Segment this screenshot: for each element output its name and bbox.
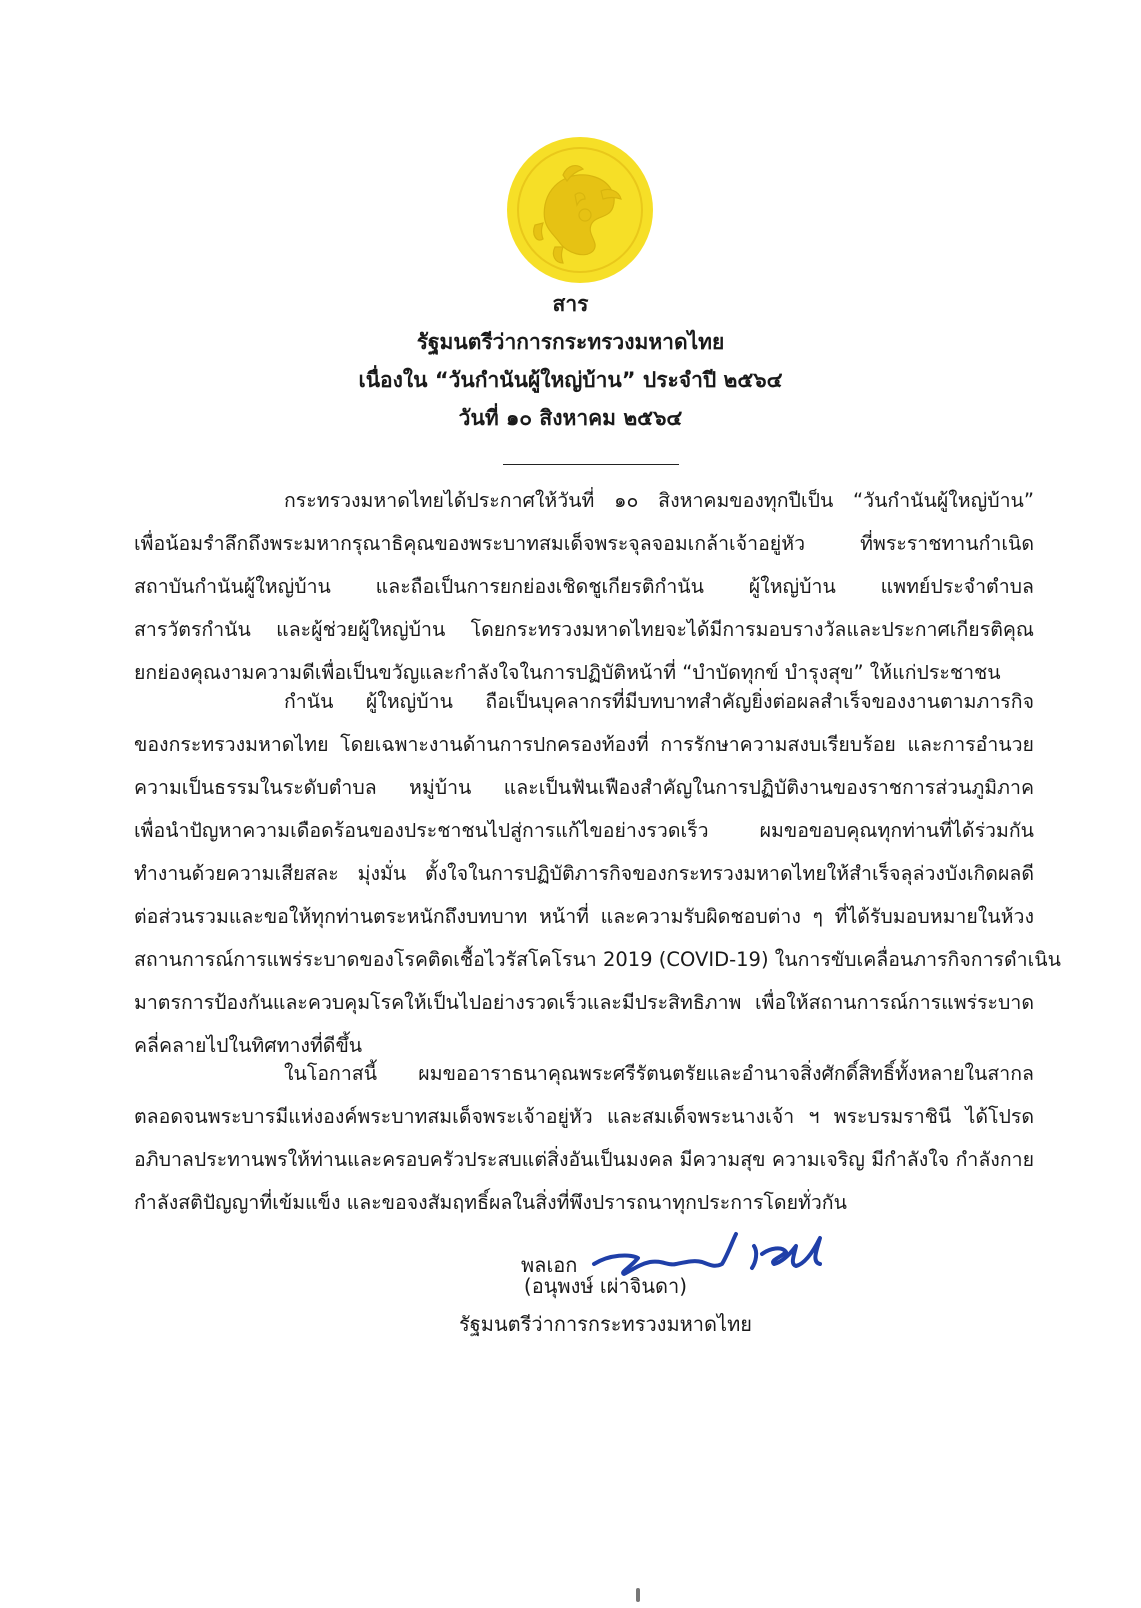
paragraph-1 xyxy=(134,479,1034,694)
heading-author: รัฐมนตรีว่าการกระทรวงมหาดไทย xyxy=(416,330,725,354)
paragraph-line: ทำงานด้วยความเสียสละ มุ่งมั่น ตั้งใจในการปฏิบัติภารกิจของกระทรวงมหาดไทยให้สำเร็จลุล่วงบังเกิดผลดี xyxy=(134,862,1034,885)
paragraph-line: มาตรการป้องกันและควบคุมโรคให้เป็นไปอย่างรวดเร็วและมีประสิทธิภาพ เพื่อให้สถานการณ์การแพร่ระบาด xyxy=(134,991,1034,1014)
heading-title: สาร xyxy=(552,292,589,316)
heading-divider xyxy=(503,464,679,465)
ministry-seal-icon xyxy=(505,135,655,285)
paragraph-line: สารวัตรกำนัน และผู้ช่วยผู้ใหญ่บ้าน โดยกระทรวงมหาดไทยจะได้มีการมอบรางวัลและประกาศเกียรติคุณ xyxy=(134,618,1034,641)
paragraph-line: กระทรวงมหาดไทยได้ประกาศให้วันที่ ๑๐ สิงหาคมของทุกปีเป็น “วันกำนันผู้ใหญ่บ้าน” xyxy=(284,489,1034,512)
paragraph-line: ในโอกาสนี้ ผมขออาราธนาคุณพระศรีรัตนตรัยและอำนาจสิ่งศักดิ์สิทธิ์ทั้งหลายในสากล xyxy=(284,1062,1034,1085)
paragraph-line: ของกระทรวงมหาดไทย โดยเฉพาะงานด้านการปกครองท้องที่ การรักษาความสงบเรียบร้อย และการอำนวย xyxy=(134,733,1034,756)
paragraph-line: เพื่อน้อมรำลึกถึงพระมหากรุณาธิคุณของพระบาทสมเด็จพระจุลจอมเกล้าเจ้าอยู่หัว ที่พระราชทานกำเนิด xyxy=(134,532,1034,555)
paragraph-line: ความเป็นธรรมในระดับตำบล หมู่บ้าน และเป็นฟันเฟืองสำคัญในการปฏิบัติงานของราชการส่วนภูมิภาค xyxy=(134,776,1034,799)
paragraph-line: ต่อส่วนรวมและขอให้ทุกท่านตระหนักถึงบทบาท หน้าที่ และความรับผิดชอบต่าง ๆ ที่ได้รับมอบหมายในห้วง xyxy=(134,905,1034,928)
signatory-name: (อนุพงษ์ เผ่าจินดา) xyxy=(523,1274,688,1298)
paragraph-line: อภิบาลประทานพรให้ท่านและครอบครัวประสบแต่สิ่งอันเป็นมงคล มีความสุข ความเจริญ มีกำลังใจ กำลังกาย xyxy=(134,1148,1034,1171)
signatory-position: รัฐมนตรีว่าการกระทรวงมหาดไทย xyxy=(459,1312,752,1336)
heading-date: วันที่ ๑๐ สิงหาคม ๒๕๖๔ xyxy=(458,406,683,430)
paragraph-line: เพื่อนำปัญหาความเดือดร้อนของประชาชนไปสู่การแก้ไขอย่างรวดเร็ว ผมขอขอบคุณทุกท่านที่ได้ร่วมกัน xyxy=(134,819,1034,842)
paragraph-line: สถานการณ์การแพร่ระบาดของโรคติดเชื้อไวรัสโคโรนา 2019 (COVID-19) ในการขับเคลื่อนภารกิจการดำเนิน xyxy=(134,948,1061,971)
signatory-rank: พลเอก xyxy=(521,1253,578,1277)
paragraph-2 xyxy=(134,680,1061,1067)
paragraph-line: กำนัน ผู้ใหญ่บ้าน ถือเป็นบุคลากรที่มีบทบาทสำคัญยิ่งต่อผลสำเร็จของงานตามภารกิจ xyxy=(284,690,1034,713)
paragraph-line: ยกย่องคุณงามความดีเพื่อเป็นขวัญและกำลังใจในการปฏิบัติหน้าที่ “บำบัดทุกข์ บำรุงสุข” ให้แก่ประชาชน xyxy=(134,661,1001,684)
scan-mark xyxy=(636,1588,640,1602)
paragraph-3 xyxy=(134,1052,1034,1224)
heading-occasion: เนื่องใน “วันกำนันผู้ใหญ่บ้าน” ประจำปี ๒๕๖๔ xyxy=(358,368,783,392)
paragraph-line: กำลังสติปัญญาที่เข้มแข็ง และขอจงสัมฤทธิ์ผลในสิ่งที่พึงปรารถนาทุกประการโดยทั่วกัน xyxy=(134,1191,847,1214)
paragraph-line: ตลอดจนพระบารมีแห่งองค์พระบาทสมเด็จพระเจ้าอยู่หัว และสมเด็จพระนางเจ้า ฯ พระบรมราชินี ได้โปรด xyxy=(134,1105,1034,1128)
paragraph-line: สถาบันกำนันผู้ใหญ่บ้าน และถือเป็นการยกย่องเชิดชูเกียรติกำนัน ผู้ใหญ่บ้าน แพทย์ประจำตำบล xyxy=(134,575,1034,598)
paragraph-line: คลี่คลายไปในทิศทางที่ดีขึ้น xyxy=(134,1034,363,1057)
